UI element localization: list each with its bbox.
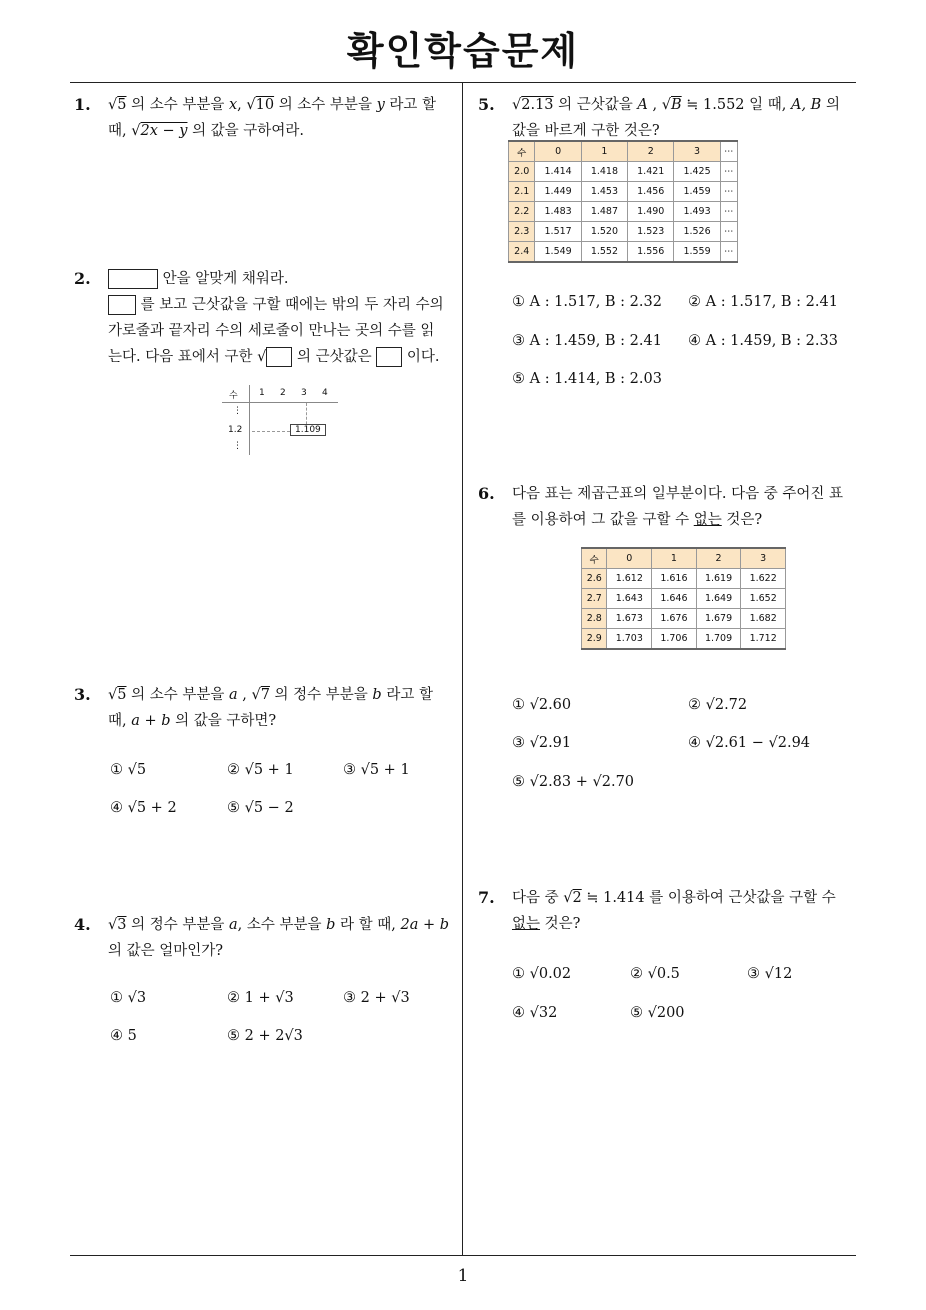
question-3: 3. √5 의 소수 부분을 a , √7 의 정수 부분을 b 라고 할 때, a + b 의 값을 구하면? [74, 682, 458, 734]
question-number: 4. [74, 915, 91, 934]
table-cell: 1.421 [628, 162, 674, 182]
table-cell: 1.414 [535, 162, 581, 182]
text: 이다. [406, 349, 440, 365]
option-4[interactable]: ④ √32 [512, 1005, 558, 1021]
option-1[interactable]: ① √3 [110, 990, 147, 1006]
question-1: 1. √5 의 소수 부분을 x, √10 의 소수 부분을 y 라고 할 때, √2x − y 의 값을 구하여라. [74, 92, 458, 144]
table-header-cell: 2 [696, 548, 741, 569]
table-cell: 1.703 [607, 629, 652, 650]
table-header-row [582, 548, 786, 569]
row-label: 2.1 [509, 182, 535, 202]
emphasis-text: 없는 [693, 512, 722, 528]
vdots: ⋮ [233, 406, 242, 416]
radicand: 3 [117, 917, 127, 933]
table-header-cell: ⋯ [720, 141, 737, 162]
option-5[interactable]: ⑤ 2 + 2√3 [227, 1028, 303, 1044]
math-var: a [228, 687, 238, 703]
table-cell: ⋯ [720, 242, 737, 263]
table-row [509, 182, 738, 202]
radicand: 2.13 [521, 97, 554, 113]
option-3[interactable]: ③ √5 + 1 [343, 762, 410, 778]
table-row [582, 629, 786, 650]
text: 때, [108, 123, 127, 139]
text: 를 이용하여 그 값을 구할 수 [512, 512, 690, 528]
table-cell: 1.643 [607, 589, 652, 609]
option-3[interactable]: ③ √12 [747, 966, 793, 982]
table-header-cell: 수 [582, 548, 607, 569]
vdots: ⋮ [233, 441, 242, 451]
radicand: 2 [572, 890, 582, 906]
table-header-cell: 3 [741, 548, 786, 569]
option-2[interactable]: ② √5 + 1 [227, 762, 294, 778]
sqrt-table-q6 [581, 547, 786, 650]
text: 의 정수 부분을 [131, 917, 225, 933]
table-cell: 1.487 [581, 202, 627, 222]
table-cell: 1.449 [535, 182, 581, 202]
column-divider [462, 83, 463, 1256]
option-5[interactable]: ⑤ √5 − 2 [227, 800, 294, 816]
option-3[interactable]: ③ 2 + √3 [343, 990, 410, 1006]
math-var: b [326, 917, 336, 933]
top-rule [70, 82, 856, 83]
option-1[interactable]: ① √5 [110, 762, 147, 778]
page-title: 확인학습문제 [346, 29, 580, 73]
text: 다음 중 [512, 890, 559, 906]
math-var: a [228, 917, 238, 933]
table-row [509, 202, 738, 222]
question-2: 2. 안을 알맞게 채워라. 를 보고 근삿값을 구할 때에는 밖의 두 자리 수의 가로줄과 끝자리 수의 세로줄이 만나는 곳의 수를 읽 는다. 다음 표에서 구한 √ 의 근삿값은 이다. [74, 266, 458, 370]
table-cell: 1.459 [674, 182, 720, 202]
option-5[interactable]: ⑤ √200 [630, 1005, 685, 1021]
question-number: 6. [478, 484, 495, 503]
table-row [509, 222, 738, 242]
text: 를 보고 근삿값을 구할 때에는 밖의 두 자리 수의 [140, 297, 444, 313]
question-4: 4. √3 의 정수 부분을 a, 소수 부분을 b 라 할 때, 2a + b 의 값은 얼마인가? [74, 912, 458, 964]
bottom-rule [70, 1255, 856, 1256]
table-cell: 1.456 [628, 182, 674, 202]
question-number: 2. [74, 269, 91, 288]
table-header: 2 [280, 388, 286, 398]
text: 의 값을 구하면? [175, 713, 277, 729]
table-header: 1 [259, 388, 265, 398]
table-cell: 1.425 [674, 162, 720, 182]
table-cell: 1.612 [607, 569, 652, 589]
table-header-cell: 2 [628, 141, 674, 162]
option-5[interactable]: ⑤ A : 1.414, B : 2.03 [512, 371, 662, 387]
text: ≒ 1.414 를 이용하여 근삿값을 구할 수 [586, 890, 836, 906]
text: 는다. 다음 표에서 구한 [108, 349, 253, 365]
math-var: y [376, 97, 385, 113]
table-cell: 1.679 [696, 609, 741, 629]
question-number: 3. [74, 685, 91, 704]
table-cell: 1.616 [652, 569, 697, 589]
table-cell: 1.673 [607, 609, 652, 629]
radicand: 10 [255, 97, 275, 113]
row-label: 2.8 [582, 609, 607, 629]
text: 것은? [726, 512, 763, 528]
table-cell: 1.520 [581, 222, 627, 242]
option-2[interactable]: ② √0.5 [630, 966, 680, 982]
option-2[interactable]: ② A : 1.517, B : 2.41 [688, 294, 838, 310]
blank-box [376, 347, 402, 367]
table-header-cell: 1 [652, 548, 697, 569]
row-label: 2.2 [509, 202, 535, 222]
table-cell: 1.556 [628, 242, 674, 263]
option-1[interactable]: ① √0.02 [512, 966, 572, 982]
text: 의 [825, 97, 840, 113]
text: , 소수 부분을 [237, 917, 322, 933]
table-cell: 1.646 [652, 589, 697, 609]
row-label: 1.2 [228, 425, 243, 435]
table-header-cell: 0 [607, 548, 652, 569]
question-number: 5. [478, 95, 495, 114]
sqrt-table-q5 [508, 140, 738, 263]
question-5: 5. √2.13 의 근삿값을 A , √B ≒ 1.552 일 때, A, B 의 값을 바르게 구한 것은? [478, 92, 862, 144]
table-cell: ⋯ [720, 182, 737, 202]
math-var: A [637, 97, 648, 113]
option-2[interactable]: ② 1 + √3 [227, 990, 294, 1006]
text: 의 근삿값은 [296, 349, 372, 365]
text: 의 정수 부분을 [274, 687, 368, 703]
option-4[interactable]: ④ √5 + 2 [110, 800, 177, 816]
table-cell: ⋯ [720, 162, 737, 182]
question-6 [478, 481, 862, 533]
table-header: 4 [322, 388, 328, 398]
row-label: 2.4 [509, 242, 535, 263]
option-3[interactable]: ③ A : 1.459, B : 2.41 [512, 333, 662, 349]
table-cell: 1.517 [535, 222, 581, 242]
text: 것은? [544, 916, 581, 932]
option-4[interactable]: ④ 5 [110, 1028, 137, 1044]
table-cell: 1.552 [581, 242, 627, 263]
table-header-cell: 0 [535, 141, 581, 162]
table-cell: 1.483 [535, 202, 581, 222]
math-expr: 2a + b [400, 917, 450, 933]
table-row [509, 242, 738, 263]
row-label: 2.7 [582, 589, 607, 609]
row-label: 2.0 [509, 162, 535, 182]
table-cell: 1.622 [741, 569, 786, 589]
radicand: B [670, 97, 682, 113]
option-4[interactable]: ④ A : 1.459, B : 2.33 [688, 333, 838, 349]
table-row [582, 569, 786, 589]
table-cell: 1.649 [696, 589, 741, 609]
table-header: 수 [229, 391, 238, 401]
table-value: 1.109 [290, 424, 326, 436]
table-header-cell: 수 [509, 141, 535, 162]
table-cell: 1.706 [652, 629, 697, 650]
blank-box [108, 295, 136, 315]
math-var: x [228, 97, 238, 113]
text: 라 할 때, [340, 917, 396, 933]
table-cell: 1.493 [674, 202, 720, 222]
table-header-cell: 3 [674, 141, 720, 162]
text: 안을 알맞게 채워라. [162, 271, 289, 287]
table-header-cell: 1 [581, 141, 627, 162]
table-cell: 1.490 [628, 202, 674, 222]
row-label: 2.6 [582, 569, 607, 589]
radicand: 7 [260, 687, 270, 703]
page-number: 1 [457, 1266, 469, 1286]
row-label: 2.9 [582, 629, 607, 650]
emphasis-text: 없는 [512, 916, 541, 932]
math-expr: A, B [790, 97, 822, 113]
text: 의 소수 부분을 [131, 97, 225, 113]
table-header-row [509, 141, 738, 162]
blank-box [108, 269, 158, 289]
text: 의 근삿값을 [558, 97, 633, 113]
blank-box [266, 347, 292, 367]
text: 라고 할 [389, 97, 437, 113]
text: 의 값은 얼마인가? [108, 943, 224, 959]
row-label: 2.3 [509, 222, 535, 242]
option-5[interactable]: ⑤ √2.83 + √2.70 [512, 774, 635, 790]
option-1[interactable]: ① √2.60 [512, 697, 572, 713]
option-2[interactable]: ② √2.72 [688, 697, 748, 713]
text: 다음 표는 제곱근표의 일부분이다. 다음 중 주어진 표 [512, 486, 844, 502]
text: 의 소수 부분을 [131, 687, 225, 703]
table-header: 3 [301, 388, 307, 398]
table-cell: 1.559 [674, 242, 720, 263]
table-cell: 1.619 [696, 569, 741, 589]
option-1[interactable]: ① A : 1.517, B : 2.32 [512, 294, 662, 310]
option-3[interactable]: ③ √2.91 [512, 735, 572, 751]
table-cell: 1.709 [696, 629, 741, 650]
text: 의 소수 부분을 [278, 97, 372, 113]
table-cell: ⋯ [720, 222, 737, 242]
math-expr: a + b [131, 713, 171, 729]
text: 때, [108, 713, 127, 729]
table-cell: 1.523 [628, 222, 674, 242]
table-cell: 1.676 [652, 609, 697, 629]
radicand: 5 [117, 97, 127, 113]
table-cell: 1.652 [741, 589, 786, 609]
table-cell: ⋯ [720, 202, 737, 222]
option-4[interactable]: ④ √2.61 − √2.94 [688, 735, 811, 751]
table-cell: 1.453 [581, 182, 627, 202]
table-row [582, 589, 786, 609]
text: ≒ 1.552 일 때, [686, 97, 787, 113]
table-cell: 1.549 [535, 242, 581, 263]
text: 값을 바르게 구한 것은? [512, 123, 660, 139]
table-cell: 1.418 [581, 162, 627, 182]
text: 가로줄과 끝자리 수의 세로줄이 만나는 곳의 수를 읽 [108, 323, 435, 339]
table-cell: 1.712 [741, 629, 786, 650]
text: 라고 할 [386, 687, 433, 703]
question-number: 7. [478, 888, 495, 907]
text: 의 값을 구하여라. [192, 123, 304, 139]
question-7: 7. 다음 중 √2 ≒ 1.414 를 이용하여 근삿값을 구할 수 없는 것은? [478, 885, 862, 937]
table-cell: 1.526 [674, 222, 720, 242]
table-row [582, 609, 786, 629]
math-expr: 2x − y [140, 123, 188, 139]
radicand: 5 [117, 687, 127, 703]
table-cell: 1.682 [741, 609, 786, 629]
table-row [509, 162, 738, 182]
math-var: b [372, 687, 382, 703]
question-number: 1. [74, 95, 91, 114]
